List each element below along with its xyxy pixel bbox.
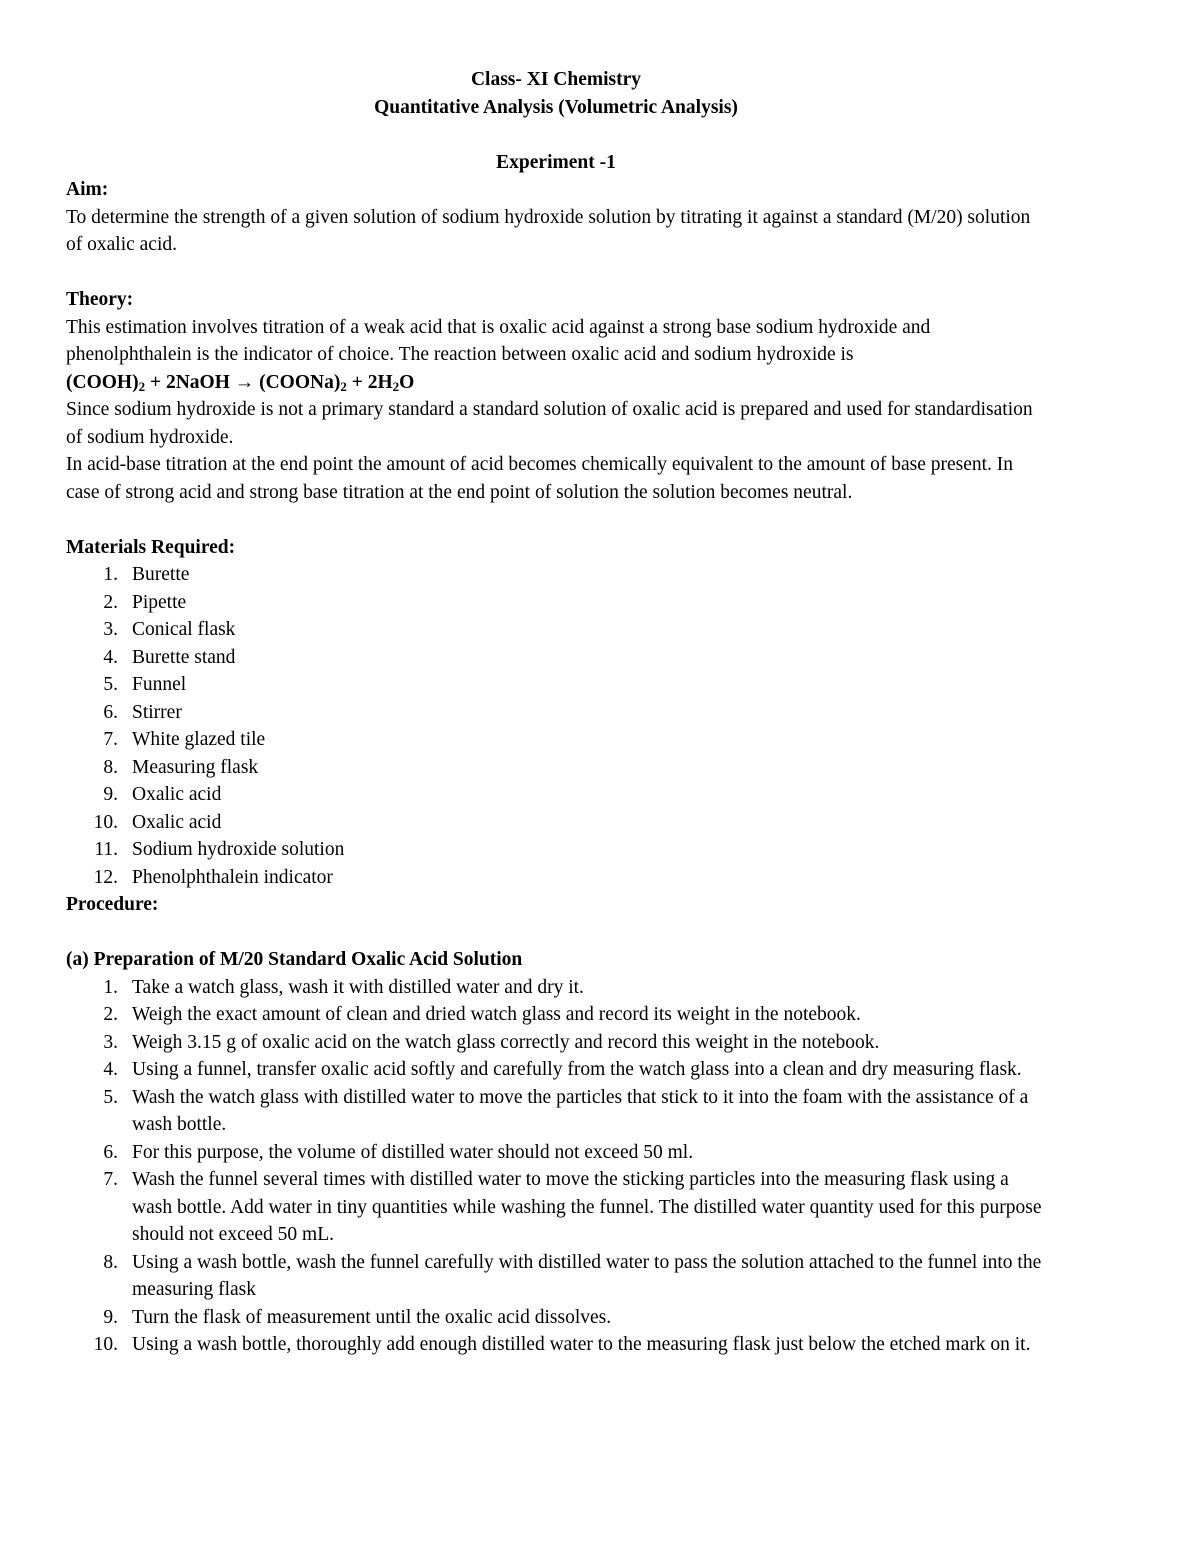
aim-text: To determine the strength of a given solution of sodium hydroxide solution by titrating it against a standard (M/20) solution of oxalic acid. — [66, 206, 1031, 255]
procedure-heading: Procedure: — [66, 894, 159, 915]
class-title: Class- XI Chemistry — [470, 69, 642, 90]
eq-reactant-1: (COOH) — [66, 371, 139, 393]
procedure-steps — [66, 974, 1046, 1359]
list-item: 3. Conical flask — [103, 619, 236, 640]
list-item: 10. Using a wash bottle, thoroughly add enough distilled water to the measuring flask just below the etched mark on it. — [93, 1334, 1031, 1355]
list-item: 7. Wash the funnel several times with distilled water to move the sticking particles into the measuring flask using a wash bottle. Add water in tiny quantities while washing the funnel. The distilled water quantity used for this purpose should not exceed 50 mL. — [103, 1169, 1042, 1245]
theory-paragraph-3: In acid-base titration at the end point the amount of acid becomes chemically equivalent to the amount of base present. In case of strong acid and strong base titration at the end point of solution the solution becomes neutral. — [66, 454, 1014, 503]
list-item: 9. Turn the flask of measurement until the oxalic acid dissolves. — [103, 1306, 612, 1328]
spacer — [66, 121, 1046, 149]
list-item: 12. Phenolphthalein indicator — [93, 866, 333, 888]
list-item: 4. Using a funnel, transfer oxalic acid softly and carefully from the watch glass into a clean and dry measuring flask. — [103, 1059, 1022, 1080]
spacer — [66, 259, 1046, 287]
aim-heading: Aim: — [66, 179, 109, 200]
materials-heading: Materials Required: — [66, 536, 236, 558]
list-item: 8. Using a wash bottle, wash the funnel carefully with distilled water to pass the solution attached to the funnel into the measuring flask — [103, 1251, 1042, 1300]
eq-product-2-sub: 2 — [392, 378, 400, 394]
list-item: 1. Take a watch glass, wash it with distilled water and dry it. — [103, 976, 584, 998]
list-item: 5. Funnel — [103, 674, 187, 695]
subject-title: Quantitative Analysis (Volumetric Analysis) — [374, 96, 738, 118]
document-content — [66, 66, 1046, 1359]
eq-product-1: (COONa) — [259, 371, 341, 393]
materials-list — [66, 561, 1046, 891]
list-item: 3. Weigh 3.15 g of oxalic acid on the watch glass correctly and record this weight in the notebook. — [103, 1031, 880, 1053]
spacer — [66, 506, 1046, 534]
eq-reactant-1-sub: 2 — [138, 378, 146, 394]
list-item: 4. Burette stand — [103, 646, 236, 668]
spacer — [66, 919, 1046, 947]
eq-product-1-sub: 2 — [340, 378, 347, 394]
list-item: 6. For this purpose, the volume of distilled water should not exceed 50 ml. — [103, 1141, 694, 1163]
experiment-title: Experiment -1 — [496, 151, 616, 173]
list-item: 10. Oxalic acid — [93, 811, 222, 833]
list-item: 1. Burette — [103, 564, 190, 585]
list-item: 9. Oxalic acid — [103, 784, 222, 805]
eq-plus-1: + 2NaOH → — [145, 371, 260, 393]
list-item: 2. Pipette — [103, 591, 187, 613]
list-item: 8. Measuring flask — [103, 756, 259, 778]
list-item: 2. Weigh the exact amount of clean and dried watch glass and record its weight in the notebook. — [103, 1004, 861, 1025]
procedure-subheading: (a) Preparation of M/20 Standard Oxalic Acid Solution — [66, 949, 523, 970]
theory-heading: Theory: — [66, 289, 134, 310]
theory-paragraph-1: This estimation involves titration of a weak acid that is oxalic acid against a strong base sodium hydroxide and phenolphthalein is the indicator of choice. The reaction between oxalic acid and sodium hydroxide is — [66, 316, 931, 365]
list-item: 7. White glazed tile — [103, 729, 266, 750]
theory-paragraph-2: Since sodium hydroxide is not a primary standard a standard solution of oxalic acid is prepared and used for standardisation of sodium hydroxide. — [66, 399, 1033, 448]
list-item: 6. Stirrer — [103, 701, 182, 723]
eq-product-2-end: O — [399, 371, 415, 393]
reaction-equation — [66, 369, 1046, 397]
list-item: 11. Sodium hydroxide solution — [94, 839, 345, 860]
eq-plus-2: + 2H — [346, 371, 393, 393]
list-item: 5. Wash the watch glass with distilled water to move the particles that stick to it into the foam with the assistance of a wash bottle. — [103, 1086, 1029, 1135]
